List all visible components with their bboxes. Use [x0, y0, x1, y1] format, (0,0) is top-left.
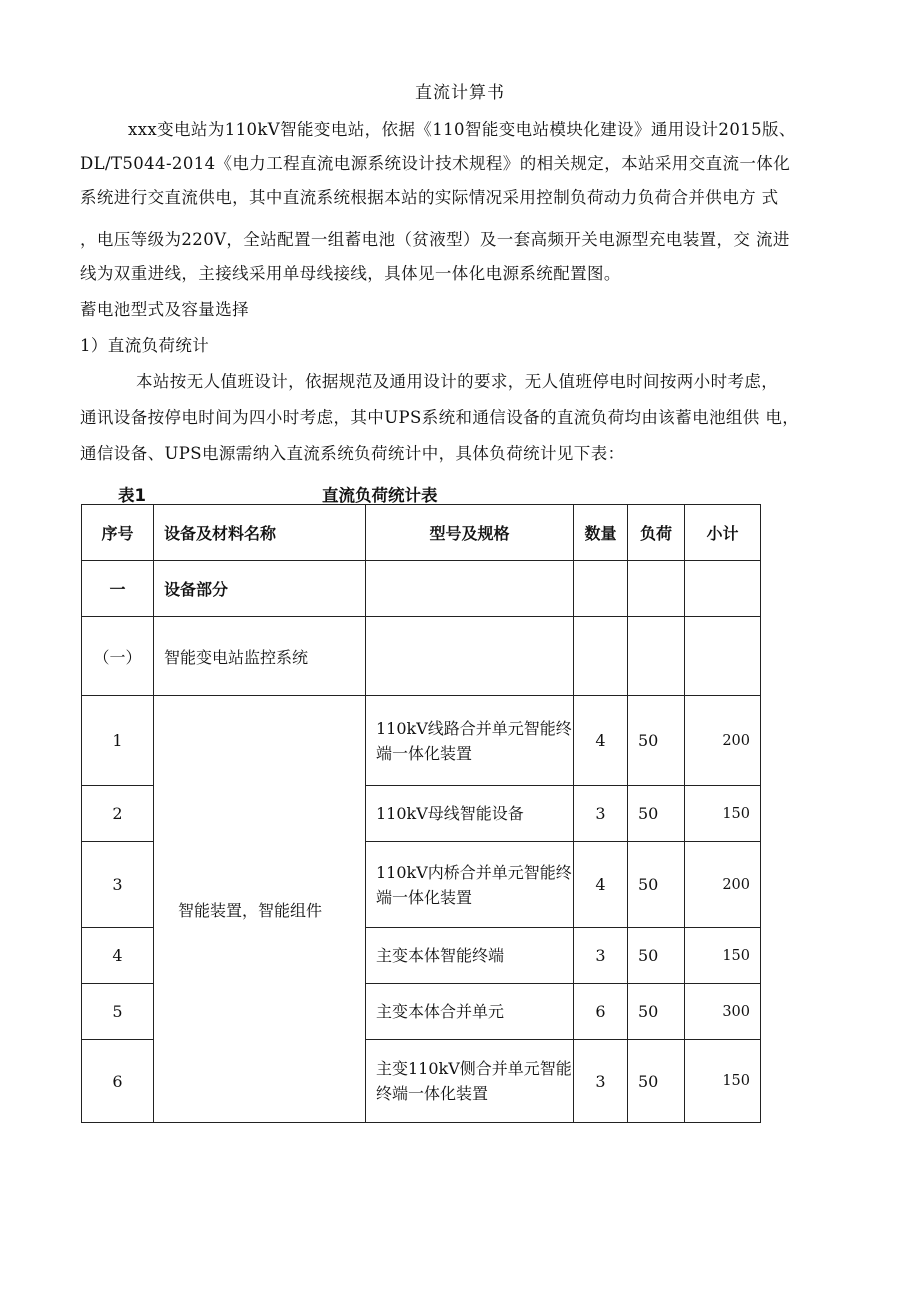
row-qty: 3 — [574, 928, 628, 984]
header-subtotal: 小计 — [685, 505, 761, 561]
row-qty: 3 — [574, 1040, 628, 1123]
row-load: 50 — [628, 696, 685, 786]
row-qty: 6 — [574, 984, 628, 1040]
row-load: 50 — [628, 928, 685, 984]
row-qty: 3 — [574, 786, 628, 842]
row-no: 6 — [82, 1040, 154, 1123]
header-no: 序号 — [82, 505, 154, 561]
row-subtotal: 200 — [685, 696, 761, 786]
group-name: 智能变电站监控系统 — [154, 617, 366, 696]
section-heading: 蓄电池型式及容量选择 — [80, 300, 249, 319]
header-load: 负荷 — [628, 505, 685, 561]
document-title: 直流计算书 — [415, 83, 505, 103]
header-spec: 型号及规格 — [366, 505, 574, 561]
row-no: 4 — [82, 928, 154, 984]
header-qty: 数量 — [574, 505, 628, 561]
row-subtotal: 300 — [685, 984, 761, 1040]
row-no: 1 — [82, 696, 154, 786]
row-load: 50 — [628, 786, 685, 842]
intro-line: ，电压等级为220V，全站配置一组蓄电池（贫液型）及一套高频开关电源型充电装置，交 流进 — [80, 230, 790, 249]
row-subtotal: 150 — [685, 928, 761, 984]
header-name: 设备及材料名称 — [154, 505, 366, 561]
row-subtotal: 150 — [685, 1040, 761, 1123]
row-qty: 4 — [574, 842, 628, 928]
row-qty: 4 — [574, 696, 628, 786]
row-no: 3 — [82, 842, 154, 928]
row-no: 2 — [82, 786, 154, 842]
dc-load-table — [81, 504, 761, 1123]
intro-line: DL/T5044-2014《电力工程直流电源系统设计技术规程》的相关规定，本站采用交直流一体化 — [80, 154, 791, 173]
body-line: 本站按无人值班设计，依据规范及通用设计的要求，无人值班停电时间按两小时考虑， — [136, 372, 779, 391]
intro-line: xxx变电站为110kV智能变电站，依据《110智能变电站模块化建设》通用设计2015版、 — [128, 120, 796, 139]
row-spec: 110kV母线智能设备 — [366, 786, 574, 842]
part-row — [82, 561, 761, 617]
table-caption-title: 直流负荷统计表 — [322, 486, 438, 505]
row-load: 50 — [628, 1040, 685, 1123]
intro-line: 系统进行交直流供电，其中直流系统根据本站的实际情况采用控制负荷动力负荷合并供电方 式 — [80, 188, 779, 207]
group-no: （一） — [82, 617, 154, 696]
table-row — [82, 696, 761, 786]
row-spec: 110kV内桥合并单元智能终端一体化装置 — [366, 842, 574, 928]
merged-device-name: 智能装置，智能组件 — [154, 696, 366, 1123]
row-no: 5 — [82, 984, 154, 1040]
row-load: 50 — [628, 984, 685, 1040]
intro-line: 线为双重进线，主接线采用单母线接线，具体见一体化电源系统配置图。 — [80, 264, 621, 283]
body-line: 通信设备、UPS电源需纳入直流系统负荷统计中，具体负荷统计见下表： — [80, 444, 625, 463]
part-name: 设备部分 — [154, 561, 366, 617]
row-spec: 主变110kV侧合并单元智能终端一体化装置 — [366, 1040, 574, 1123]
group-row — [82, 617, 761, 696]
body-line: 通讯设备按停电时间为四小时考虑，其中UPS系统和通信设备的直流负荷均由该蓄电池组供 电， — [80, 408, 800, 427]
row-subtotal: 150 — [685, 786, 761, 842]
row-subtotal: 200 — [685, 842, 761, 928]
row-spec: 主变本体合并单元 — [366, 984, 574, 1040]
row-spec: 主变本体智能终端 — [366, 928, 574, 984]
row-spec: 110kV线路合并单元智能终端一体化装置 — [366, 696, 574, 786]
row-load: 50 — [628, 842, 685, 928]
part-no: 一 — [82, 561, 154, 617]
table-header-row — [82, 505, 761, 561]
subsection-heading: 1）直流负荷统计 — [80, 336, 210, 355]
table-caption-label: 表1 — [118, 486, 146, 505]
